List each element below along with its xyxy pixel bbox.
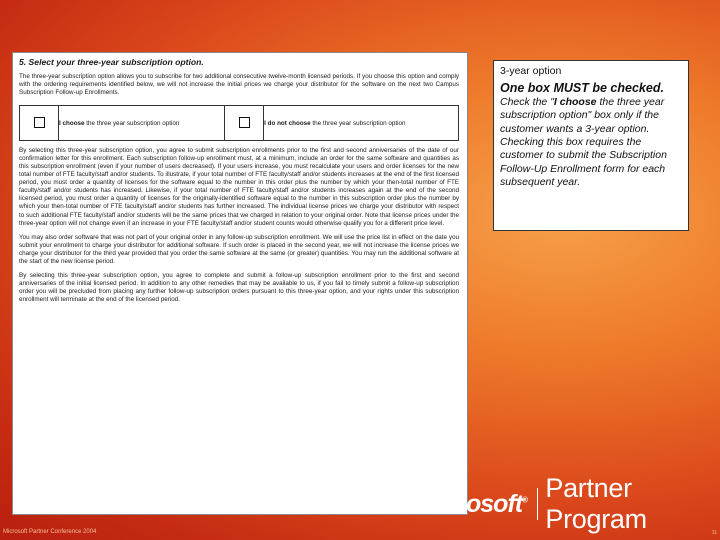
option-no-bold: I do not choose (264, 119, 311, 127)
option-no-label (264, 106, 459, 141)
brand-wordmark (466, 490, 527, 519)
terms-paragraph-2: You may also order software that was not part of your original order in any follow-up subscription enrollment. We will use the price list in effect on the date you submit your enrollment to charge your distributor for additional software. If such order is placed in the second year, we will not increase the license prices we charge your distributor for the third year provided that you order the same software at the same (or greater) quantities. You may run the additional software at the start of the new license period. (19, 233, 459, 265)
callout-title: 3-year option (500, 65, 562, 77)
callout-body-bold: I choose (553, 96, 597, 108)
callout-body-suffix: the three year subscription option" box only if the customer wants a 3-year option. Checking this box requires the customer to submit the Subscription Follow-Up Enrollment form for each subsequent year. (500, 96, 667, 188)
footer-text: Microsoft Partner Conference 2004 (3, 529, 97, 535)
option-yes-checkbox[interactable] (34, 117, 45, 128)
callout-note (493, 60, 689, 231)
section-heading: 5. Select your three-year subscription option. (19, 57, 204, 67)
option-no-cell (225, 106, 264, 141)
terms-paragraph-1: By selecting this three-year subscription option, you agree to submit subscription enrollments prior to the first and second anniversaries of the date of our confirmation letter for this enrollment. Each subscription follow-up enrollment must, at a minimum, include an order for the same software and quantities as this subscription enrollment (even if your number of users decreased). If your users increase, you must recalculate your users and order licenses for the new total number of FTE faculty/staff and/or students. To illustrate, if your total number of FTE faculty/staff and/or students increases at the end of the first licensed period, you must order a quantity of licenses for the software equal to the number in this order plus the number by which your then-total number of FTE faculty/staff and/or students has increased. Likewise, if your total number of FTE faculty/staff and/or students increases again at the end of the second licensed period, you must order a quantity of licenses for the originally-identified software equal to the number in this subscription order plus the number by which your then-total number of FTE faculty/staff and/or students has further increased. The individual license prices we charge your distributor with respect to such additional FTE faculty/staff and/or students will be the same prices that we charged in relation to your original order. Note that license prices under the three-year option will not change even if an increase in your FTE faculty/staff and/or student counts would otherwise qualify you for a different price level. (19, 147, 459, 227)
brand-divider (537, 488, 538, 520)
callout-body-prefix: Check the " (500, 96, 554, 108)
subscription-option-table (19, 105, 459, 141)
brand-registered-mark: ® (522, 495, 528, 505)
option-yes-text: the three year subscription option (84, 119, 180, 127)
option-no-checkbox[interactable] (239, 117, 250, 128)
brand-word-text: osoft (466, 489, 523, 518)
callout-emphasis: One box MUST be checked. (500, 81, 664, 95)
page-number: 11 (711, 530, 717, 536)
enrollment-form-page (12, 52, 468, 515)
terms-paragraph-3: By selecting this three-year subscription option, you agree to complete and submit a follow-up subscription enrollment prior to the first and second anniversaries of the initial licensed period. In addition to any other remedies that may be available to us, if you fail to timely submit a follow-up subscription order you will be precluded from placing any further follow-up subscription orders pursuant to this three-year option, and your rights under this subscription enrollment will terminate at the end of the licensed period. (19, 271, 459, 303)
option-yes-bold: I choose (59, 119, 85, 127)
option-yes-label (59, 106, 225, 141)
callout-body (500, 96, 682, 189)
option-no-text: the three year subscription option (310, 119, 406, 127)
intro-paragraph: The three-year subscription option allows you to subscribe for two additional consecutive twelve-month licensed periods. If you choose this option and comply with the ordering requirements identified below, we will not increase the initial prices we charge your distributor for the software on the next two Campus Subscription Follow-up Enrollments. (19, 73, 459, 97)
option-yes-cell (20, 106, 59, 141)
brand-program-name: Partner Program (545, 473, 647, 534)
